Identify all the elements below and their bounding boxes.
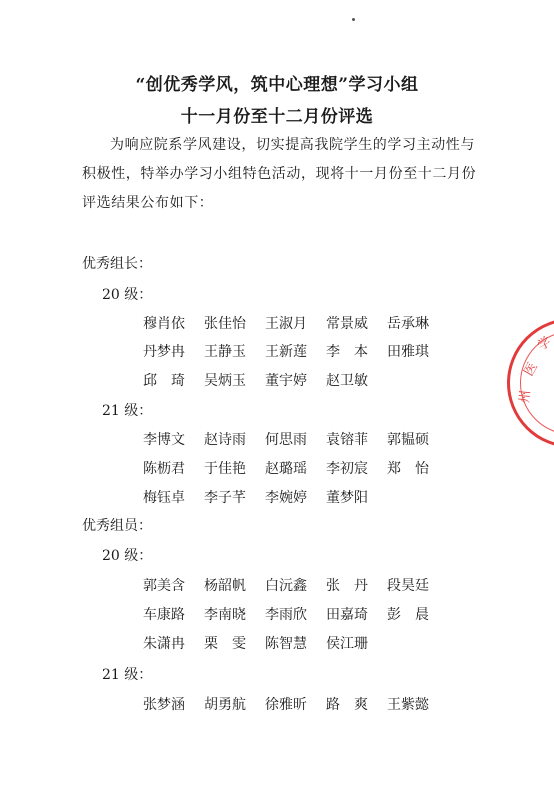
name-item: 栗 雯 bbox=[204, 636, 246, 652]
seal-character: 医 bbox=[521, 360, 541, 379]
name-item: 李 本 bbox=[326, 344, 368, 360]
leaders-grade20-row-1 bbox=[143, 313, 448, 333]
leaders-grade21-row-2 bbox=[143, 458, 448, 478]
name-item: 朱潇冉 bbox=[143, 636, 185, 652]
name-item: 王紫懿 bbox=[387, 697, 429, 713]
name-item: 车康路 bbox=[143, 607, 185, 623]
name-item: 郑 怡 bbox=[387, 461, 429, 477]
name-item: 张梦涵 bbox=[143, 697, 185, 713]
scan-speck bbox=[352, 18, 355, 21]
name-item: 郭美含 bbox=[143, 578, 185, 594]
name-item: 张佳怡 bbox=[204, 316, 246, 332]
name-item: 王淑月 bbox=[265, 316, 307, 332]
name-item: 陈智慧 bbox=[265, 636, 307, 652]
name-item: 赵璐瑶 bbox=[265, 461, 307, 477]
name-item: 赵诗雨 bbox=[204, 432, 246, 448]
name-item: 田雅琪 bbox=[387, 344, 429, 360]
name-item: 彭 晨 bbox=[387, 607, 429, 623]
name-item: 吴炳玉 bbox=[204, 373, 246, 389]
intro-paragraph: 为响应院系学风建设，切实提高我院学生的学习主动性与积极性，特举办学习小组特色活动，现将十一月份至十二月份评选结果公布如下： bbox=[82, 137, 477, 211]
members-section-label: 优秀组员： bbox=[82, 518, 152, 534]
name-item: 陈枥君 bbox=[143, 461, 185, 477]
name-item: 段昊廷 bbox=[387, 578, 429, 594]
members-grade20-row-2 bbox=[143, 604, 448, 624]
name-item: 常景威 bbox=[326, 316, 368, 332]
name-item: 郭韫硕 bbox=[387, 432, 429, 448]
seal-character: 学 bbox=[535, 334, 554, 354]
name-item: 徐雅昕 bbox=[265, 697, 307, 713]
name-item: 李雨欣 bbox=[265, 607, 307, 623]
title-line-1: “创优秀学风，筑中心理想”学习小组 bbox=[135, 75, 419, 95]
name-item: 李婉婷 bbox=[265, 490, 307, 506]
members-grade21-label: 21 级： bbox=[102, 667, 153, 683]
members-grade20-row-1 bbox=[143, 575, 448, 595]
name-item: 田嘉琦 bbox=[326, 607, 368, 623]
leaders-grade20-row-3 bbox=[143, 370, 387, 390]
name-item: 李南晓 bbox=[204, 607, 246, 623]
name-item: 穆肖依 bbox=[143, 316, 185, 332]
name-item: 王静玉 bbox=[204, 344, 246, 360]
name-item: 梅钰卓 bbox=[143, 490, 185, 506]
leaders-grade20-label: 20 级： bbox=[102, 287, 153, 303]
name-item: 李博文 bbox=[143, 432, 185, 448]
title-line-2: 十一月份至十二月份评选 bbox=[180, 107, 374, 127]
name-item: 白沅鑫 bbox=[265, 578, 307, 594]
leaders-grade21-label: 21 级： bbox=[102, 403, 153, 419]
name-item: 路 爽 bbox=[326, 697, 368, 713]
leaders-grade21-row-1 bbox=[143, 429, 448, 449]
name-item: 李初宸 bbox=[326, 461, 368, 477]
members-grade20-label: 20 级： bbox=[102, 548, 153, 564]
leaders-grade21-row-3 bbox=[143, 487, 387, 507]
name-item: 于佳艳 bbox=[204, 461, 246, 477]
leaders-grade20-row-2 bbox=[143, 341, 448, 361]
members-grade21-row-1 bbox=[143, 694, 448, 714]
name-item: 侯江珊 bbox=[326, 636, 368, 652]
name-item: 岳承琳 bbox=[387, 316, 429, 332]
name-item: 张 丹 bbox=[326, 578, 368, 594]
name-item: 杨韶帆 bbox=[204, 578, 246, 594]
name-item: 袁镕菲 bbox=[326, 432, 368, 448]
official-seal bbox=[507, 318, 554, 448]
members-grade20-row-3 bbox=[143, 633, 387, 653]
name-item: 赵卫敏 bbox=[326, 373, 368, 389]
seal-character: 州 bbox=[517, 389, 534, 404]
leaders-section-label: 优秀组长： bbox=[82, 256, 152, 272]
name-item: 王新莲 bbox=[265, 344, 307, 360]
name-item: 丹梦冉 bbox=[143, 344, 185, 360]
name-item: 胡勇航 bbox=[204, 697, 246, 713]
name-item: 董宇婷 bbox=[265, 373, 307, 389]
name-item: 何思雨 bbox=[265, 432, 307, 448]
name-item: 董梦阳 bbox=[326, 490, 368, 506]
name-item: 邱 琦 bbox=[143, 373, 185, 389]
name-item: 李子芊 bbox=[204, 490, 246, 506]
